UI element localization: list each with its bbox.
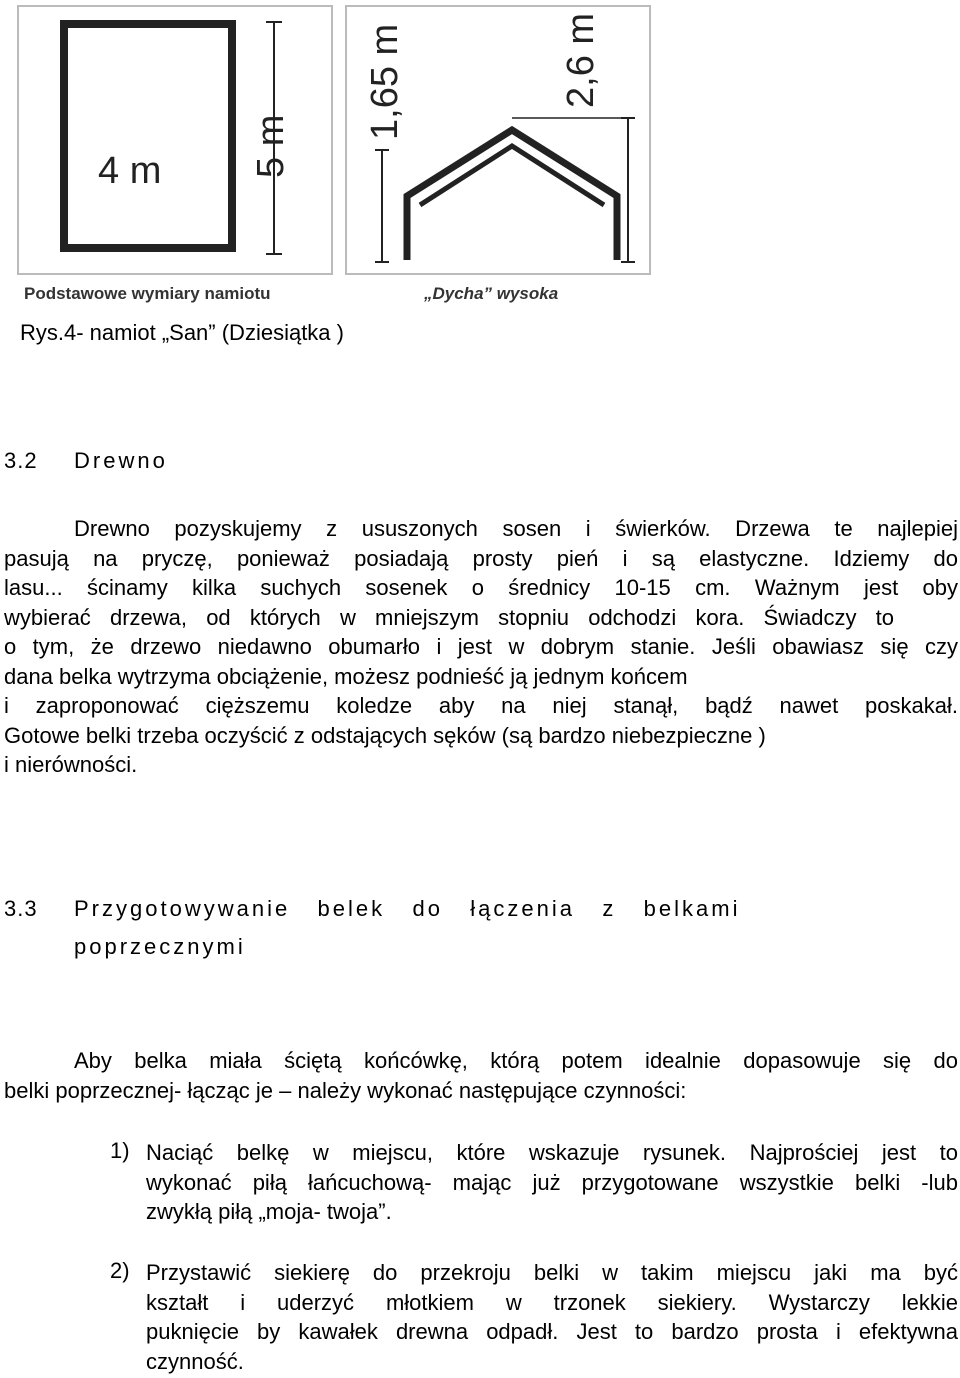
- height-label: 5 m: [250, 114, 292, 178]
- list-item: [146, 1138, 958, 1227]
- section-33-number: 3.3: [4, 896, 38, 921]
- floor-plan-rect: [64, 24, 232, 248]
- text-line: Naciąć belkę w miejscu, które wskazuje rysunek. Najprościej jest to: [146, 1140, 958, 1165]
- text-line: Przystawić siekierę do przekroju belki w takim miejscu jaki ma być: [146, 1260, 958, 1285]
- text-line: i nierówności.: [4, 752, 138, 777]
- width-label: 4 m: [98, 150, 162, 192]
- text-line: Aby belka miała ściętą końcówkę, którą potem idealnie dopasowuje się do: [74, 1048, 958, 1073]
- section-32-title: Drewno: [74, 448, 168, 473]
- left-panel-caption: Podstawowe wymiary namiotu: [24, 284, 271, 303]
- text-line: i zaproponować cięższemu koledze aby na niej stanął, bądź nawet poskakał.: [4, 693, 958, 718]
- text-line: zwykłą piłą „moja- twoja”.: [146, 1199, 392, 1224]
- text-line: Gotowe belki trzeba oczyścić z odstających sęków (są bardzo niebezpieczne ): [4, 722, 766, 748]
- text-line: pasują na pryczę, ponieważ posiadają prosty pień i są elastyczne. Idziemy do: [4, 545, 958, 571]
- text-line: lasu... ścinamy kilka suchych sosenek o średnicy 10-15 cm. Ważnym jest oby: [4, 575, 958, 600]
- list-item-number: 2): [110, 1258, 130, 1283]
- section-32-body: [4, 514, 958, 780]
- list-item-number: 1): [110, 1138, 130, 1163]
- section-33-intro: [4, 1046, 958, 1105]
- text-line: kształt i uderzyć młotkiem w trzonek siekiery. Wystarczy lekkie: [146, 1289, 958, 1315]
- list-item: [146, 1258, 958, 1376]
- text-line: belki poprzecznej- łącząc je – należy wykonać następujące czynności:: [4, 1077, 687, 1103]
- text-line: czynność.: [146, 1348, 244, 1374]
- text-line: dana belka wytrzyma obciążenie, możesz podnieść ją jednym końcem: [4, 663, 688, 689]
- tent-figure: [0, 0, 960, 310]
- ridge-height-label: 2,6 m: [560, 12, 602, 108]
- figure-title: Rys.4- namiot „San” (Dziesiątka ): [20, 320, 344, 345]
- wall-height-label: 1,65 m: [364, 23, 406, 140]
- text-line: Drewno pozyskujemy z ususzonych sosen i świerków. Drzewa te najlepiej: [74, 516, 958, 541]
- section-33-title-line1: Przygotowywanie belek do łączenia z belkami: [74, 896, 741, 921]
- section-33-title-line2: poprzecznymi: [74, 934, 246, 959]
- text-line: wybierać drzewa, od których w mniejszym stopniu odchodzi kora. Świadczy to: [4, 604, 894, 630]
- text-line: o tym, że drzewo niedawno obumarło i jest w dobrym stanie. Jeśli obawiasz się czy: [4, 634, 958, 659]
- text-line: puknięcie by kawałek drewna odpadł. Jest to bardzo prosta i efektywna: [146, 1319, 958, 1344]
- right-panel-caption: „Dycha” wysoka: [424, 284, 559, 303]
- text-line: wykonać piłą łańcuchową- mając już przygotowane wszystkie belki -lub: [146, 1169, 958, 1195]
- section-32-number: 3.2: [4, 448, 38, 473]
